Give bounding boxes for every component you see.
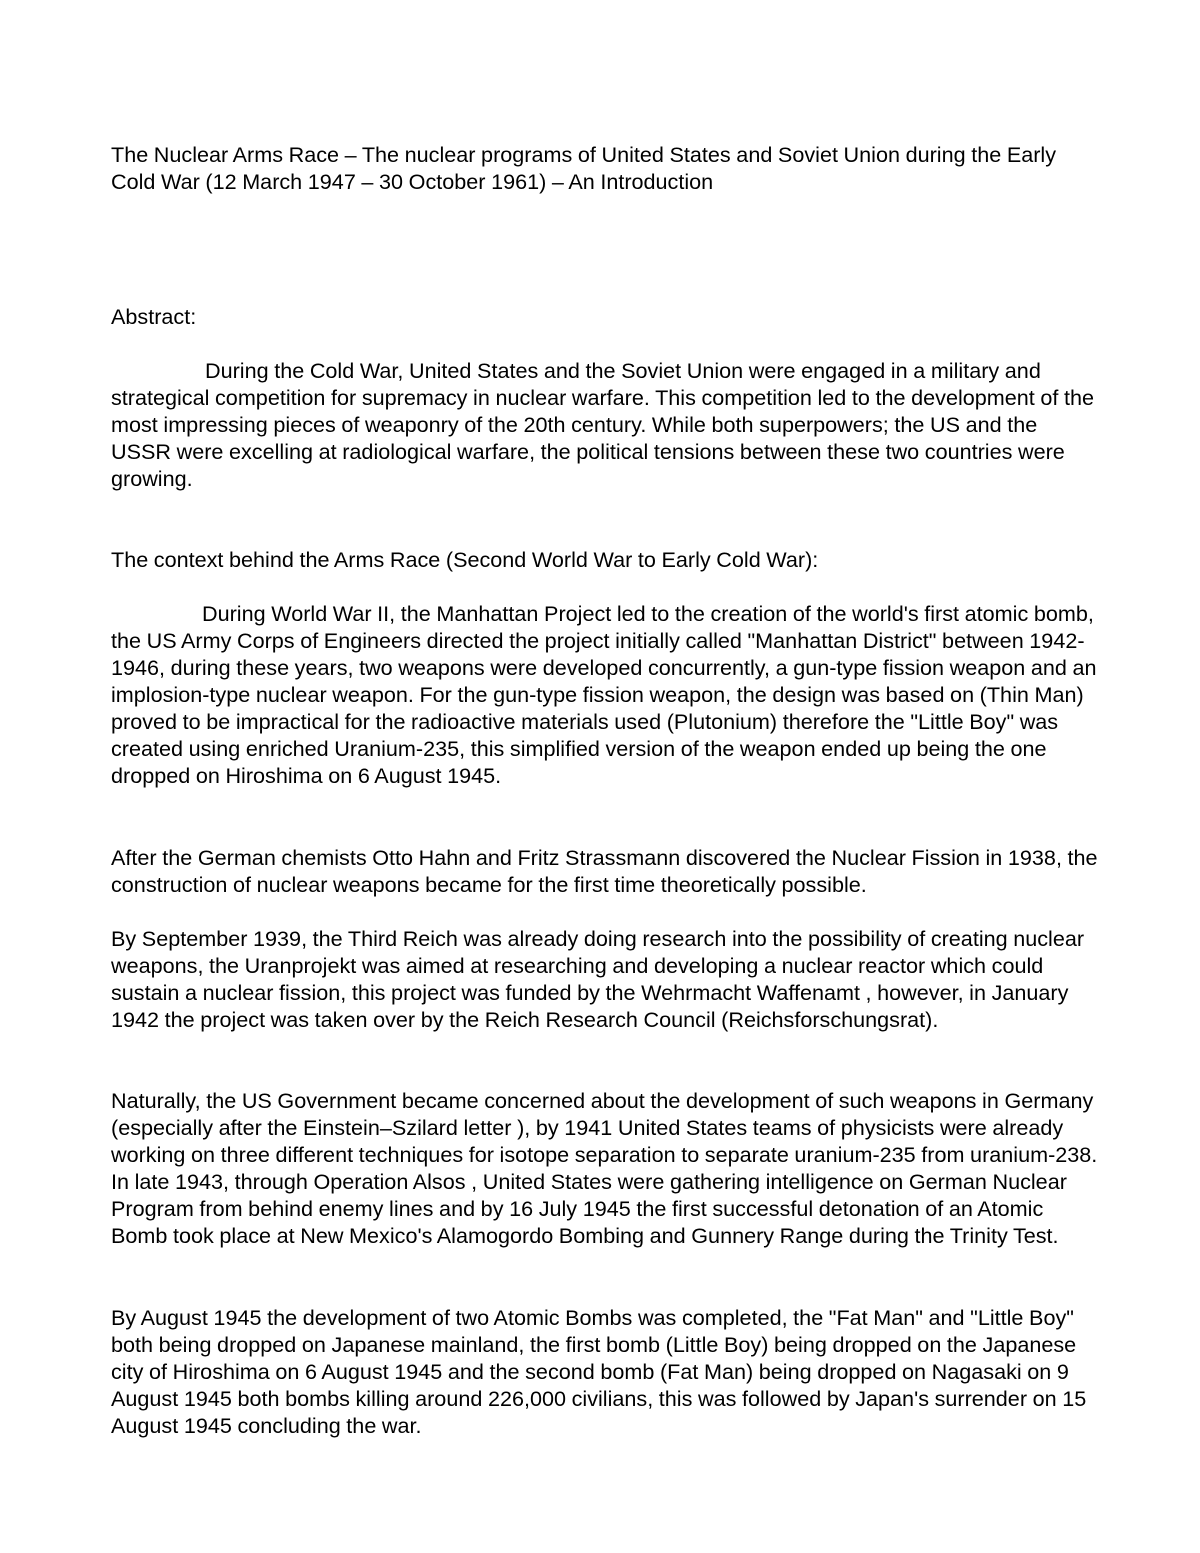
body-paragraph-manhattan-project: During World War II, the Manhattan Project led to the creation of the world's first atomic bomb, the US Army Corps of Engineers directed the project initially called "Manhattan District" between 1942-1946, during these years, two weapons were developed concurrently, a gun-type fission weapon and an implosion-type nuclear weapon. For the gun-type fission weapon, the design was based on (Thin Man) proved to be impractical for the radioactive materials used (Plutonium) therefore the "Little Boy" was created using enriched Uranium-235, this simplified version of the weapon ended up being the one dropped on Hiroshima on 6 August 1945.	[111, 601, 1097, 788]
abstract-paragraph: During the Cold War, United States and the Soviet Union were engaged in a military and strategical competition for supremacy in nuclear warfare. This competition led to the development of the most impressing pieces of weaponry of the 20th century. While both superpowers; the US and the USSR were excelling at radiological warfare, the political tensions between these two countries were growing.	[111, 358, 1095, 491]
document-title: The Nuclear Arms Race – The nuclear programs of United States and Soviet Union during the Early Cold War (12 March 1947 – 30 October 1961) – An Introduction	[111, 142, 1057, 194]
body-paragraph-atomic-bombs: By August 1945 the development of two Atomic Bombs was completed, the "Fat Man" and "Little Boy" both being dropped on Japanese mainland, the first bomb (Little Boy) being dropped on the Japanese city of Hiroshima on 6 August 1945 and the second bomb (Fat Man) being dropped on Nagasaki on 9 August 1945 both bombs killing around 226,000 civilians, this was followed by Japan's surrender on 15 August 1945 concluding the war.	[111, 1305, 1087, 1438]
body-paragraph-nuclear-fission: After the German chemists Otto Hahn and Fritz Strassmann discovered the Nuclear Fission in 1938, the construction of nuclear weapons became for the first time theoretically possible.	[111, 845, 1098, 897]
abstract-heading: Abstract:	[111, 304, 197, 329]
body-paragraph-us-concern: Naturally, the US Government became concerned about the development of such weapons in Germany (especially after the Einstein–Szilard letter ), by 1941 United States teams of physicists were already working on three different techniques for isotope separation to separate uranium-235 from uranium-238. In late 1943, through Operation Alsos , United States were gathering intelligence on German Nuclear Program from behind enemy lines and by 16 July 1945 the first successful detonation of an Atomic Bomb took place at New Mexico's Alamogordo Bombing and Gunnery Range during the Trinity Test.	[111, 1088, 1098, 1248]
context-heading: The context behind the Arms Race (Second World War to Early Cold War):	[111, 547, 819, 572]
body-paragraph-uranprojekt: By September 1939, the Third Reich was already doing research into the possibility of creating nuclear weapons, the Uranprojekt was aimed at researching and developing a nuclear reactor which could sustain a nuclear fission, this project was funded by the Wehrmacht Waffenamt , however, in January 1942 the project was taken over by the Reich Research Council (Reichsforschungsrat).	[111, 926, 1085, 1032]
